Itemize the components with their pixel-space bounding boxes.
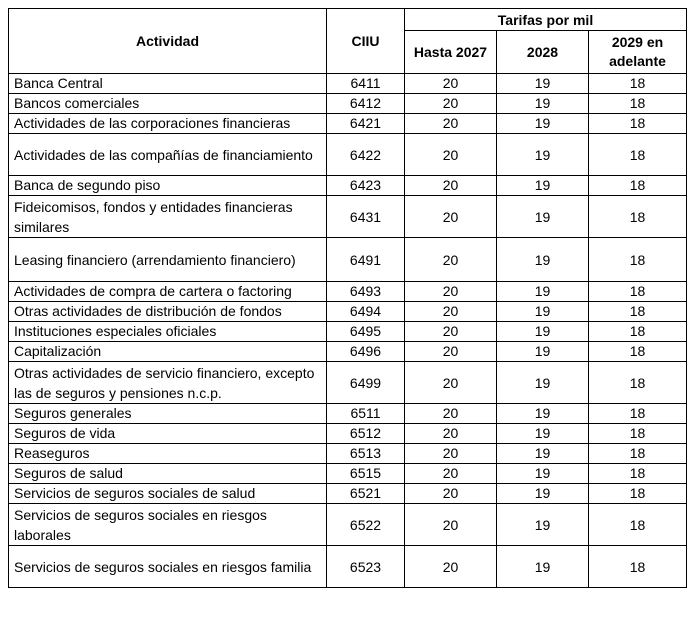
table-row	[9, 114, 687, 134]
header-rate-2028: 2028	[497, 31, 589, 74]
rate-2028-cell: 19	[497, 464, 589, 484]
ciiu-cell: 6491	[327, 238, 405, 282]
rate-2028-cell: 19	[497, 546, 589, 588]
rate-2029-onwards-cell: 18	[589, 238, 687, 282]
rate-2029-onwards-cell: 18	[589, 94, 687, 114]
rate-2029-onwards-cell: 18	[589, 74, 687, 94]
rate-2028-cell: 19	[497, 74, 589, 94]
activity-cell: Instituciones especiales oficiales	[9, 322, 327, 342]
table-row	[9, 342, 687, 362]
rate-2028-cell: 19	[497, 504, 589, 546]
rate-until-2027-cell: 20	[405, 114, 497, 134]
rate-until-2027-cell: 20	[405, 424, 497, 444]
rate-2029-onwards-cell: 18	[589, 424, 687, 444]
rate-2028-cell: 19	[497, 114, 589, 134]
table-row	[9, 134, 687, 176]
rate-2029-onwards-cell: 18	[589, 134, 687, 176]
ciiu-cell: 6493	[327, 282, 405, 302]
header-activity: Actividad	[9, 9, 327, 74]
table-row	[9, 444, 687, 464]
rate-2028-cell: 19	[497, 282, 589, 302]
table-row	[9, 176, 687, 196]
rate-2029-onwards-cell: 18	[589, 342, 687, 362]
rate-until-2027-cell: 20	[405, 342, 497, 362]
rate-2028-cell: 19	[497, 404, 589, 424]
rate-until-2027-cell: 20	[405, 134, 497, 176]
ciiu-cell: 6412	[327, 94, 405, 114]
activity-cell: Actividades de las corporaciones financieras	[9, 114, 327, 134]
rate-2028-cell: 19	[497, 362, 589, 404]
table-row	[9, 464, 687, 484]
table-header	[9, 9, 687, 74]
rate-2028-cell: 19	[497, 322, 589, 342]
table-row	[9, 546, 687, 588]
ciiu-cell: 6431	[327, 196, 405, 238]
activity-cell: Reaseguros	[9, 444, 327, 464]
activity-cell: Bancos comerciales	[9, 94, 327, 114]
activity-cell: Banca de segundo piso	[9, 176, 327, 196]
rate-until-2027-cell: 20	[405, 322, 497, 342]
ciiu-cell: 6411	[327, 74, 405, 94]
rate-2029-onwards-cell: 18	[589, 464, 687, 484]
rate-2029-onwards-cell: 18	[589, 114, 687, 134]
table-row	[9, 362, 687, 404]
rate-2028-cell: 19	[497, 342, 589, 362]
rate-2028-cell: 19	[497, 484, 589, 504]
table-row	[9, 94, 687, 114]
ciiu-cell: 6496	[327, 342, 405, 362]
rate-2028-cell: 19	[497, 176, 589, 196]
rate-2029-onwards-cell: 18	[589, 546, 687, 588]
table-row	[9, 196, 687, 238]
rate-2029-onwards-cell: 18	[589, 404, 687, 424]
table-row	[9, 504, 687, 546]
ciiu-cell: 6494	[327, 302, 405, 322]
rate-2029-onwards-cell: 18	[589, 504, 687, 546]
ciiu-cell: 6511	[327, 404, 405, 424]
activity-cell: Seguros generales	[9, 404, 327, 424]
rate-until-2027-cell: 20	[405, 94, 497, 114]
activity-cell: Servicios de seguros sociales en riesgos laborales	[9, 504, 327, 546]
ciiu-cell: 6421	[327, 114, 405, 134]
activity-cell: Fideicomisos, fondos y entidades financieras similares	[9, 196, 327, 238]
rate-2028-cell: 19	[497, 134, 589, 176]
tariff-table	[8, 8, 687, 588]
activity-cell: Otras actividades de servicio financiero, excepto las de seguros y pensiones n.c.p.	[9, 362, 327, 404]
ciiu-cell: 6523	[327, 546, 405, 588]
activity-cell: Otras actividades de distribución de fondos	[9, 302, 327, 322]
rate-until-2027-cell: 20	[405, 362, 497, 404]
rate-2029-onwards-cell: 18	[589, 362, 687, 404]
activity-cell: Actividades de las compañías de financiamiento	[9, 134, 327, 176]
rate-2028-cell: 19	[497, 302, 589, 322]
table-row	[9, 302, 687, 322]
rate-2029-onwards-cell: 18	[589, 196, 687, 238]
activity-cell: Capitalización	[9, 342, 327, 362]
activity-cell: Banca Central	[9, 74, 327, 94]
rate-2029-onwards-cell: 18	[589, 282, 687, 302]
rate-until-2027-cell: 20	[405, 238, 497, 282]
ciiu-cell: 6522	[327, 504, 405, 546]
table-row	[9, 282, 687, 302]
rate-until-2027-cell: 20	[405, 176, 497, 196]
rate-2029-onwards-cell: 18	[589, 176, 687, 196]
table-row	[9, 424, 687, 444]
rate-until-2027-cell: 20	[405, 484, 497, 504]
rate-until-2027-cell: 20	[405, 196, 497, 238]
activity-cell: Servicios de seguros sociales en riesgos familia	[9, 546, 327, 588]
rate-2029-onwards-cell: 18	[589, 322, 687, 342]
header-rate-until-2027: Hasta 2027	[405, 31, 497, 74]
activity-cell: Actividades de compra de cartera o factoring	[9, 282, 327, 302]
table-row	[9, 74, 687, 94]
rate-2028-cell: 19	[497, 424, 589, 444]
header-rate-2029-onwards: 2029 en adelante	[589, 31, 687, 74]
activity-cell: Seguros de vida	[9, 424, 327, 444]
table-row	[9, 238, 687, 282]
rate-2029-onwards-cell: 18	[589, 484, 687, 504]
rate-until-2027-cell: 20	[405, 404, 497, 424]
activity-cell: Seguros de salud	[9, 464, 327, 484]
rate-until-2027-cell: 20	[405, 546, 497, 588]
rate-until-2027-cell: 20	[405, 444, 497, 464]
header-ciiu: CIIU	[327, 9, 405, 74]
ciiu-cell: 6512	[327, 424, 405, 444]
activity-cell: Leasing financiero (arrendamiento financiero)	[9, 238, 327, 282]
rate-2028-cell: 19	[497, 444, 589, 464]
rate-until-2027-cell: 20	[405, 282, 497, 302]
activity-cell: Servicios de seguros sociales de salud	[9, 484, 327, 504]
ciiu-cell: 6521	[327, 484, 405, 504]
rate-2029-onwards-cell: 18	[589, 302, 687, 322]
ciiu-cell: 6422	[327, 134, 405, 176]
ciiu-cell: 6513	[327, 444, 405, 464]
rate-until-2027-cell: 20	[405, 74, 497, 94]
rate-until-2027-cell: 20	[405, 504, 497, 546]
ciiu-cell: 6495	[327, 322, 405, 342]
table-row	[9, 484, 687, 504]
table-row	[9, 404, 687, 424]
rate-until-2027-cell: 20	[405, 464, 497, 484]
rate-2028-cell: 19	[497, 94, 589, 114]
ciiu-cell: 6423	[327, 176, 405, 196]
table-row	[9, 322, 687, 342]
rate-2029-onwards-cell: 18	[589, 444, 687, 464]
ciiu-cell: 6515	[327, 464, 405, 484]
rate-2028-cell: 19	[497, 238, 589, 282]
header-tariff-group: Tarifas por mil	[405, 9, 687, 31]
ciiu-cell: 6499	[327, 362, 405, 404]
rate-2028-cell: 19	[497, 196, 589, 238]
table-body	[9, 74, 687, 588]
rate-until-2027-cell: 20	[405, 302, 497, 322]
